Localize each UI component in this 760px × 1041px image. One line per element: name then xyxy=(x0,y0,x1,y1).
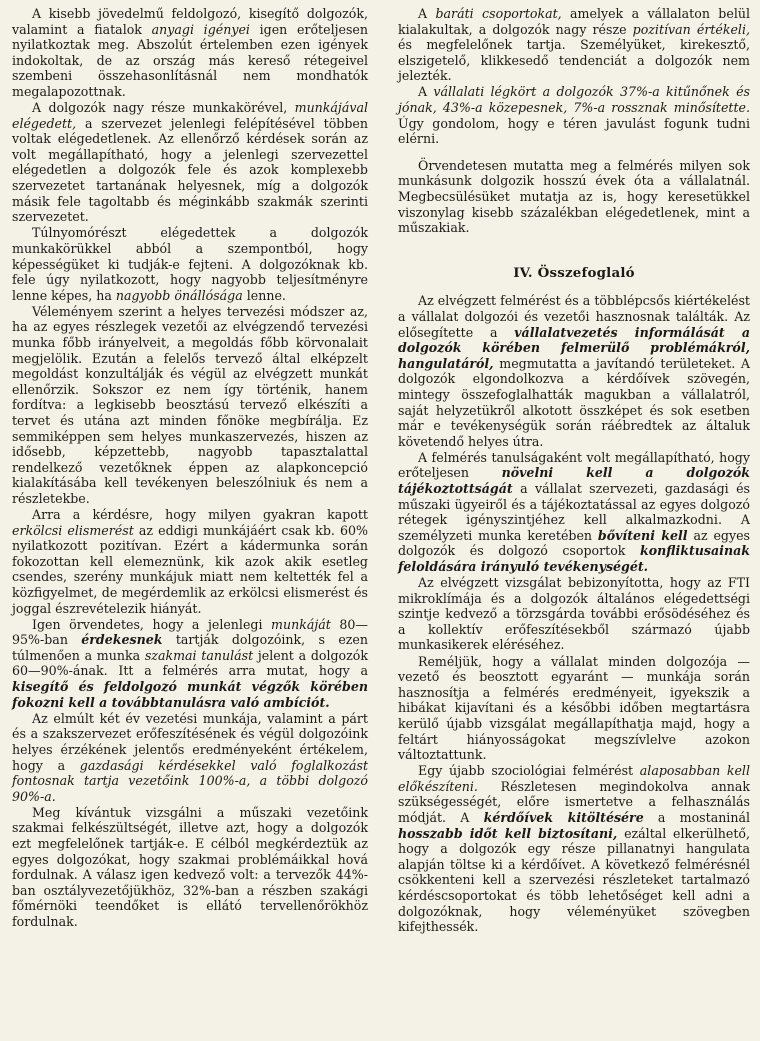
text-run: A xyxy=(418,84,434,100)
text-run: Az elvégzett vizsgálat bebizonyította, hogy az FTI mikroklímája és a dolgozók általános elégedettségi szintje kedvező a törzsgárda további erősödéséhez és a kollektív erőfeszítésekből származó újabb munkasikerek eléréséhez. xyxy=(398,575,750,653)
text-run: A dolgozók nagy része munkakörével, xyxy=(32,100,295,116)
paragraph xyxy=(398,6,750,84)
text-run: tartják dolgozóink, s ezen túlmenően a munka xyxy=(12,632,368,663)
paragraph xyxy=(12,507,368,616)
emphasis-text: konfliktusainak feloldására irányuló tevékenységét. xyxy=(398,543,750,574)
emphasis-text: vállalatvezetés informálását a dolgozók körében felmerülő problémákról, hangulatáról, xyxy=(398,324,750,371)
text-run: a szervezet jelenlegi felépítésével többen voltak elégedetlenek. Az ellenőrző kérdések során az volt megállapítható, hogy a jelenlegi szervezettel elégedetlen a dolgozók fele és azok komplexebb szervezetet tartanának helyesnek, míg a dolgozók másik fele tagoltabb és méginkább szakmák szerinti szervezetet. xyxy=(12,115,368,225)
text-run: és megfelelőnek tartja. Személyüket, kirekesztő, elszigetelő, klikkesedő tendenciát a dolgozók nem jelezték. xyxy=(398,37,750,84)
emphasis-text: hosszabb időt kell biztosítani, xyxy=(398,825,618,841)
paragraph xyxy=(398,763,750,935)
paragraph xyxy=(12,304,368,507)
emphasis-text: pozitívan értékeli, xyxy=(632,21,750,37)
text-run: Az elvégzett felmérést és a többlépcsős kiértékelést a vállalat dolgozói és vezetői hasznosnak találták. Az elősegítette a xyxy=(398,293,750,340)
paragraph xyxy=(12,100,368,225)
paragraph xyxy=(398,293,750,449)
text-run: Úgy gondolom, hogy e téren javulást fogunk tudni elérni. xyxy=(398,115,750,147)
section-heading: IV. Összefoglaló xyxy=(513,264,635,281)
emphasis-text: gazdasági kérdésekkel való foglalkozást fontosnak tartja vezetőink 100%-a, a többi dolgozó 90%-a. xyxy=(12,757,369,804)
text-run: az eddigi munkájáért csak kb. 60% nyilatkozott pozitívan. Ezért a kádermunka során fokozottan kell elemeznünk, kik azok akik esetleg csendes, szerény munkájuk miatt nem keltették fel a közfigyelmet, de megérdemlik az erkölcsi elismerést és joggal észrevételezik hiányát. xyxy=(12,522,369,616)
paragraph xyxy=(398,654,750,763)
text-run: A kisebb jövedelmű feldolgozó, kisegítő dolgozók, valamint a fiatalok xyxy=(12,6,368,37)
text-run: az egyes dolgozók és dolgozó csoportok xyxy=(398,527,751,559)
paragraph xyxy=(398,450,750,575)
emphasis-text: munkáját xyxy=(271,616,331,632)
text-run: jelent a dolgozók 60—90%-ának. Itt a felmérés arra mutat, hogy a xyxy=(12,647,368,679)
text-run: Egy újabb szociológiai felmérést xyxy=(418,763,640,779)
emphasis-text: szakmai tanulást xyxy=(144,647,254,663)
text-run: A felmérés tanulságaként volt megállapítható, hogy erőteljesen xyxy=(398,449,750,481)
emphasis-text: kisegítő és feldolgozó munkát végzők körében fokozni kell a továbbtanulásra való ambíciót. xyxy=(12,679,368,710)
paragraph xyxy=(12,711,368,805)
text-run: Meg kívántuk vizsgálni a műszaki vezetőink szakmai felkészültségét, illetve azt, hogy a dolgozók ezt megfelelőnek tartják-e. E célból megkérdeztük az egyes dolgozókat, hogy szakmai problémáikkal hová fordulnak. A válasz igen kedvező volt: a tervezők 44%-ban osztályvezetőjükhöz, 32%-ban a részben szakági főmérnöki teendőket is ellátó tervellenőrökhöz fordulnak. xyxy=(12,804,368,929)
text-run: Részletesen megindokolva annak szükségességét, előre ismertetve a felhasználás módját. A xyxy=(398,778,750,825)
text-run: Igen örvendetes, hogy a jelenlegi xyxy=(32,616,272,632)
emphasis-text: baráti csoportokat, xyxy=(435,6,562,21)
text-run: 80—95%-ban xyxy=(12,616,368,648)
text-run: Az elmúlt két év vezetési munkája, valamint a párt és a szakszervezet erőfeszítésének és végül dolgozóink helyes érzékének jelentős eredményeként értékelem, hogy a xyxy=(12,710,368,773)
emphasis-text: munkájával elégedett, xyxy=(12,100,368,131)
text-run: igen erőteljesen nyilatkoztak meg. Abszolút értelemben ezen igények indokoltak, de az ország más kereső rétegeivel szembeni összehasonlításnál nem mondhatók megalapozottnak. xyxy=(12,21,368,99)
text-run: a vállalat szervezeti, gazdasági és műszaki ügyeiről és a tájékoztatással az egyes dolgozó rétegek igényszintjéhez kell alkalmazkodni. A személyzeti munka keretében xyxy=(398,481,750,543)
paragraph xyxy=(398,84,750,146)
emphasis-text: növelni kell a dolgozók tájékoztottságát xyxy=(398,465,750,497)
text-run: Véleményem szerint a helyes tervezési módszer az, ha az egyes részlegek vezetői az elvégzendő tervezési munka főbb irányelveit, a megoldás főbb körvonalait megjelölik. Ezután a felelős tervező által elképzelt megoldást konzultálják és végül az elvégzett munkát ellenőrzik. Sokszor ez nem így történik, hanem fordítva: a legkisebb beosztású tervező elkészíti a tervet és utána azt minden főnöke megbírálja. Ez semmiképpen sem helyes munkaszervezés, hiszen az idősebb, képzettebb, nagyobb tapasztalattal rendelkező vezetőknek éppen az alapkoncepció kialakításába kell tevékenyen beleszólniuk és nem a részletekbe. xyxy=(12,303,368,506)
emphasis-text: vállalati légkört a dolgozók 37%-a kitűnőnek és jónak, 43%-a közepesnek, 7%-a rossznak minősítette. xyxy=(398,84,750,116)
emphasis-text: anyagi igényei xyxy=(151,21,250,37)
right-column xyxy=(398,6,750,1041)
text-run: Reméljük, hogy a vállalat minden dolgozója — vezető és beosztott egyaránt — munkája során hasznosítja a felmérés eredményeit, igyekszik a hibákat kijavítani és a későbbi időben megtartásra kerülő újabb vizsgálat megállapíthatja majd, hogy a feltárt hiányosságokat megszívlelve azokon változtattunk. xyxy=(398,653,750,763)
paragraph xyxy=(398,575,750,653)
text-run: Túlnyomórészt elégedettek a dolgozók munkakörükkel abból a szempontból, hogy képességüket ki tudják-e fejteni. A dolgozóknak kb. fele úgy nyilatkozott, hogy nagyobb teljesítményre lenne képes, ha xyxy=(12,225,368,303)
paragraph xyxy=(12,6,368,100)
left-column xyxy=(12,6,368,1041)
emphasis-text: érdekesnek xyxy=(81,632,163,648)
text-run: Örvendetesen mutatta meg a felmérés milyen sok munkásunk dolgozik hosszú évek óta a vállalatnál. Megbecsülésüket mutatja az is, hogy keresetükkel viszonylag kisebb százalékban elégedetlenek, mint a műszakiak. xyxy=(398,157,750,236)
text-run: Arra a kérdésre, hogy milyen gyakran kapott xyxy=(32,507,368,522)
text-run: amelyek a vállalaton belül kialakultak, a dolgozók nagy része xyxy=(398,6,750,37)
paragraph xyxy=(398,158,750,236)
right-top-text xyxy=(398,6,750,236)
right-bottom-text xyxy=(398,293,750,934)
emphasis-text: kérdőívek kitöltésére xyxy=(483,810,644,825)
emphasis-text: alaposabban kell előkészíteni. xyxy=(398,763,750,794)
paragraph xyxy=(12,225,368,303)
text-run: megmutatta a javítandó területeket. A dolgozók elgondolkozva a kérdőívek szövegén, mintegy összefoglalhatták magukban a vállalatról, saját helyzetükről alkotott összképet és sok esetben már e tevékenységük során ráébredtek az általuk követendő helyes útra. xyxy=(398,355,750,449)
emphasis-text: bővíteni kell xyxy=(597,527,688,543)
text-run: lenne. xyxy=(242,287,286,303)
text-run: ezáltal elkerülhető, hogy a dolgozók egy része pillanatnyi hangulata alapján töltse ki a kérdőívet. A következő felmérésnél csökkenteni kell a szervezési részleteket tartalmazó kérdéscsoportokat és több lehetőséget kell adni a dolgozóknak, hogy véleményüket szövegben kifejthessék. xyxy=(398,825,750,935)
paragraph xyxy=(12,805,368,930)
emphasis-text: nagyobb önállósága xyxy=(115,287,243,303)
emphasis-text: erkölcsi elismerést xyxy=(12,522,134,538)
paragraph xyxy=(12,617,368,711)
text-run: a mostaninál xyxy=(643,810,750,825)
text-run: A xyxy=(418,6,436,21)
